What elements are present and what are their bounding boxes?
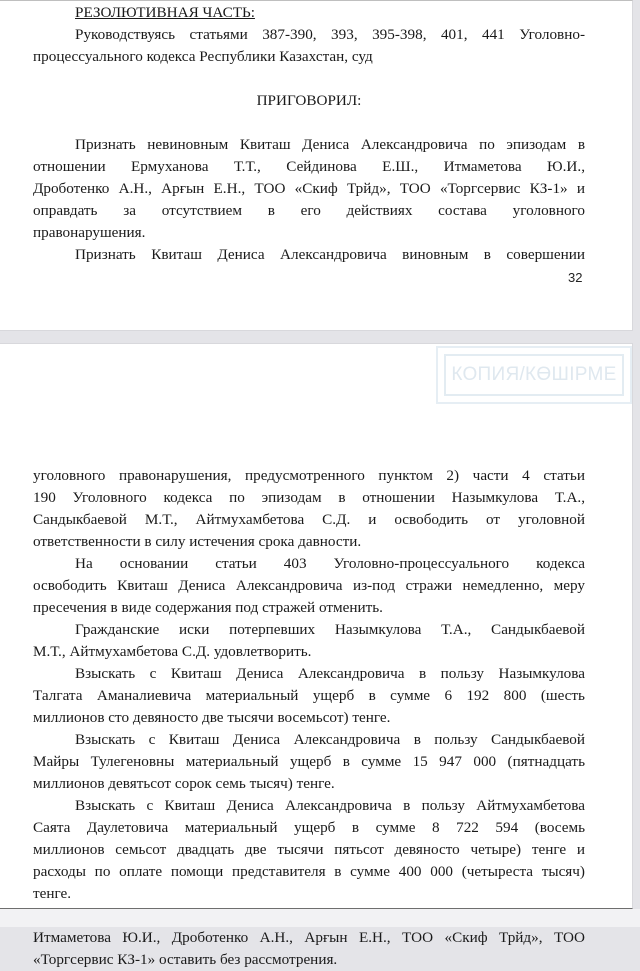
paragraph-line: Взыскать с Квиташ Дениса Александровича в пользу Назымкулова	[75, 665, 585, 682]
paragraph-line: пресечения в виде содержания под стражей отменить.	[33, 599, 383, 616]
document-page-32	[0, 0, 633, 331]
paragraph-line: миллионов семьсот двадцать две тысячи пятьсот девяносто четыре) тенге и	[33, 841, 585, 858]
paragraph-line: тенге.	[33, 885, 72, 902]
paragraph-line: М.Т., Айтмухамбетова С.Д. удовлетворить.	[33, 643, 312, 660]
paragraph-line: Гражданские иски потерпевших Назымкулова Т.А., Сандыкбаевой	[75, 621, 585, 638]
paragraph-line: расходы по оплате помощи представителя в сумме 400 000 (четыреста тысяч)	[33, 863, 585, 880]
paragraph-line: Взыскать с Квиташ Дениса Александровича в пользу Сандыкбаевой	[75, 731, 585, 748]
paragraph-line: Признать Квиташ Дениса Александровича виновным в совершении	[75, 246, 585, 263]
section-heading: РЕЗОЛЮТИВНАЯ ЧАСТЬ:	[75, 4, 255, 21]
paragraph-line: оправдать за отсутствием в его действиях состава уголовного	[33, 202, 585, 219]
paragraph-line: отношении Ермуханова Т.Т., Сейдинова Е.Ш., Итмаметова Ю.И.,	[33, 158, 585, 175]
page-33-text	[33, 465, 585, 971]
paragraph-line: Майры Тулегеновны материальный ущерб в сумме 15 947 000 (пятнадцать	[33, 753, 585, 770]
paragraph-line: Итмаметова Ю.И., Дроботенко А.Н., Арғын Е.Н., ТОО «Скиф Трйд», ТОО	[33, 929, 585, 946]
copy-stamp-watermark	[436, 346, 632, 404]
paragraph-line: Сандыкбаевой М.Т., Айтмухамбетова С.Д. и освободить от уголовной	[33, 511, 585, 528]
intro-line-2: процессуального кодекса Республики Казахстан, суд	[33, 48, 373, 65]
paragraph-line: миллионов девятьсот сорок семь тысяч) тенге.	[33, 775, 335, 792]
paragraph-line: миллионов сто девяносто две тысячи восемьсот) тенге.	[33, 709, 391, 726]
paragraph-line: Дроботенко А.Н., Арғын Е.Н., ТОО «Скиф Трйд», ТОО «Торгсервис КЗ-1» и	[33, 180, 585, 197]
paragraph-line: Взыскать с Квиташ Дениса Александровича в пользу Айтмухамбетова	[75, 797, 585, 814]
page-number: 32	[568, 270, 583, 285]
page-32-text	[33, 2, 585, 266]
paragraph-line: 190 Уголовного кодекса по эпизодам в отношении Назымкулова Т.А.,	[33, 489, 585, 506]
paragraph-line: правонарушения.	[33, 224, 146, 241]
viewer-bottom-background	[0, 909, 640, 927]
paragraph-line: Талгата Аманалиевича материальный ущерб в сумме 6 192 800 (шесть	[33, 687, 585, 704]
paragraph-line: ответственности в силу истечения срока давности.	[33, 533, 362, 550]
paragraph-line: На основании статьи 403 Уголовно-процессуального кодекса	[75, 555, 585, 572]
verdict-heading: ПРИГОВОРИЛ:	[256, 92, 362, 109]
paragraph-line: Саята Даулетовича материальный ущерб в сумме 8 722 594 (восемь	[33, 819, 585, 836]
copy-stamp-text: КОПИЯ/КӨШІРМЕ	[444, 354, 624, 396]
intro-line-1: Руководствуясь статьями 387-390, 393, 395-398, 401, 441 Уголовно-	[75, 26, 585, 43]
paragraph-line: уголовного правонарушения, предусмотренного пунктом 2) части 4 статьи	[33, 467, 585, 484]
paragraph-line: Признать невиновным Квиташ Дениса Александровича по эпизодам в	[75, 136, 585, 153]
paragraph-line: «Торгсервис КЗ-1» оставить без рассмотрения.	[33, 951, 338, 968]
paragraph-line: освободить Квиташ Дениса Александровича из-под стражи немедленно, меру	[33, 577, 585, 594]
